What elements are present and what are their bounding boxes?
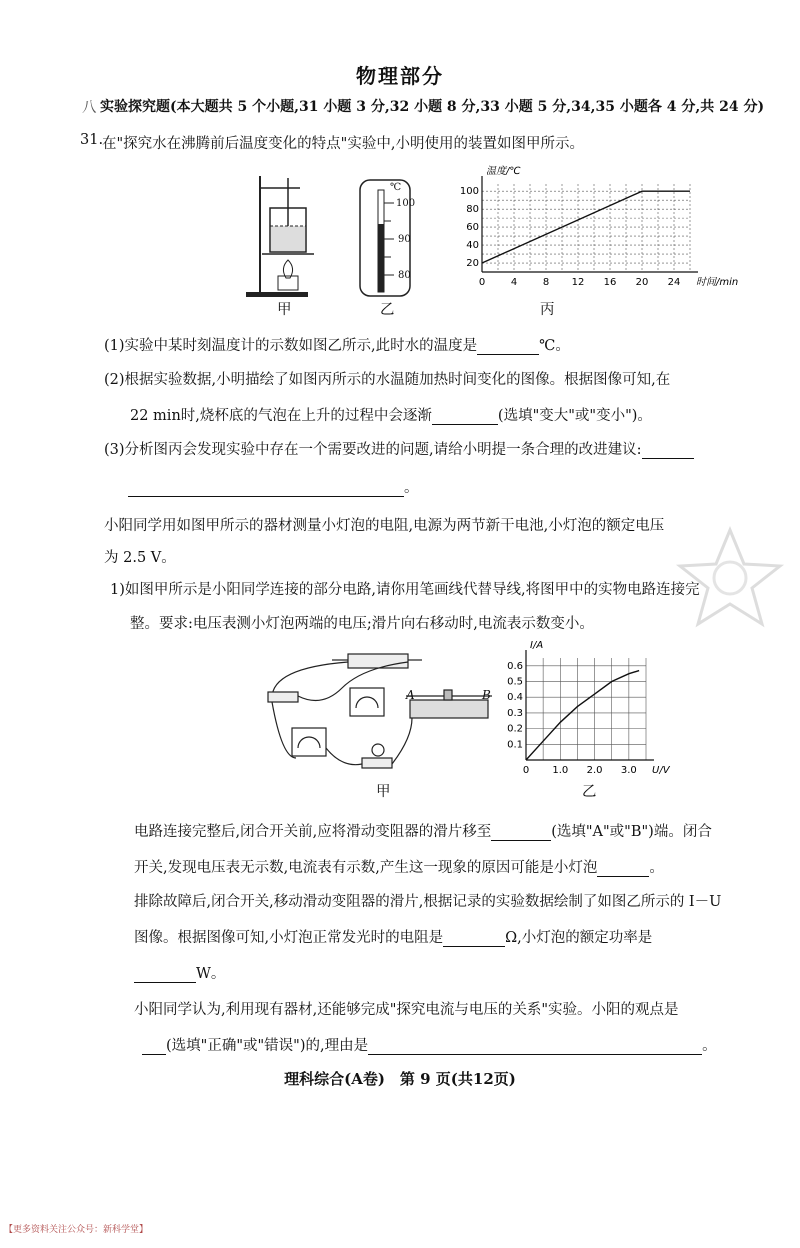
answer-blank[interactable] [443,932,505,947]
answer-blank[interactable] [477,340,539,355]
answer-blank[interactable] [142,1040,166,1055]
q32-p1-line2: 整。要求:电压表测小灯泡两端的电压;滑片向右移动时,电流表示数变小。 [130,616,594,632]
q31-p2-line1: (2)根据实验数据,小明描绘了如图丙所示的水温随加热时间变化的图像。根据图像可知,在 [104,372,671,388]
x-tick-label: 4 [510,277,518,288]
y-axis-label: I/A [530,640,544,651]
q32-p3-text-2: Ω,小灯泡的额定功率是 [505,930,653,946]
fig-jia-label-1: 甲 [277,302,292,318]
y-tick-label: 20 [466,258,479,270]
y-tick-label: 0.2 [507,723,523,735]
x-axis-label: U/V [652,765,670,776]
y-tick-label: 0.1 [507,739,523,751]
corner-note: 【更多资料关注公众号：新科学堂】 [4,1225,149,1235]
q32-p4-line1: 小阳同学认为,利用现有器材,还能够完成"探究电流与电压的关系"实验。小阳的观点是 [134,1002,679,1018]
q32-p1-line1: 1)如图甲所示是小阳同学连接的部分电路,请你用笔画线代替导线,将图甲中的实物电路连接完 [110,582,700,598]
q32-p2-line2 [134,856,664,877]
q32-p2-line2-text: 开关,发现电压表无示数,电流表有示数,产生这一现象的原因可能是小灯泡 [134,860,598,876]
y-tick-label: 100 [459,186,479,198]
y-tick-label: 0.3 [507,707,523,719]
q32-p3-text: 图像。根据图像可知,小灯泡正常发光时的电阻是 [134,930,444,946]
fig-yi-label-1: 乙 [380,302,395,318]
answer-blank[interactable] [134,968,196,983]
rheostat-label-b: B [482,688,491,702]
answer-blank[interactable] [597,862,649,877]
y-tick-label: 80 [466,204,479,216]
x-tick-label: 12 [571,277,585,288]
x-tick-label: 16 [603,277,617,288]
q31-number: 31. [80,132,104,148]
answer-blank[interactable] [642,444,694,459]
section-marker: 八 [82,100,97,116]
answer-blank[interactable] [128,482,404,497]
y-tick-label: 0.4 [507,692,523,704]
answer-blank[interactable] [368,1040,702,1055]
q31-p2-text: 22 min时,烧杯底的气泡在上升的过程中会逐渐 [130,408,432,424]
page-footer: 理科综合(A卷) 第 9 页(共12页) [284,1070,516,1088]
thermometer-tick-80: 80 [398,270,411,281]
x-tick-label: 3.0 [620,765,637,776]
x-tick-label: 24 [667,277,681,288]
boiling-apparatus-figure [240,168,320,316]
rheostat-label-a: A [406,688,415,702]
x-tick-label: 2.0 [586,765,603,776]
current-voltage-chart [496,640,676,780]
q32-p4-line2 [142,1034,717,1055]
temperature-time-chart [440,160,739,300]
x-tick-label: 1.0 [552,765,569,776]
q31-p1-unit: ℃。 [539,338,570,354]
y-axis-label: 温度/℃ [486,166,521,177]
q32-intro-line2: 为 2.5 V。 [104,550,176,566]
q32-p2-line1 [134,820,712,841]
q31-p3-text: (3)分析图丙会发现实验中存在一个需要改进的问题,请给小明提一条合理的改进建议: [104,442,642,458]
watermark-stamp [670,520,800,640]
x-tick-label: 0 [522,765,530,776]
q32-p4-text: (选填"正确"或"错误")的,理由是 [166,1038,369,1054]
answer-blank[interactable] [491,826,551,841]
q32-p2-options: (选填"A"或"B")端。闭合 [551,824,712,840]
y-tick-label: 0.6 [507,660,523,672]
q31-p2-line2 [130,404,652,425]
x-tick-label: 0 [478,277,486,288]
q31-p1 [104,334,570,355]
q31-p3-line1 [104,438,694,459]
q31-p3-line2 [128,476,419,497]
y-tick-label: 0.5 [507,676,523,688]
q32-p2-end: 。 [649,860,664,876]
fig-jia-label-2: 甲 [376,784,391,800]
section-heading: 实验探究题(本大题共 5 个小题,31 小题 3 分,32 小题 8 分,33 小题 5 分,34,35 小题各 4 分,共 24 分) [100,99,765,115]
q31-p2-options: (选填"变大"或"变小")。 [497,408,652,424]
answer-blank[interactable] [432,410,498,425]
q31-stem: 在"探究水在沸腾前后温度变化的特点"实验中,小明使用的装置如图甲所示。 [102,136,584,152]
x-tick-label: 8 [542,277,550,288]
fig-bing-label: 丙 [540,302,555,318]
q31-p3-end: 。 [404,480,419,496]
x-tick-label: 20 [635,277,649,288]
fig-yi-label-2: 乙 [582,784,597,800]
thermometer-tick-100: 100 [396,198,416,209]
q32-p2-text: 电路连接完整后,闭合开关前,应将滑动变阻器的滑片移至 [134,824,492,840]
y-tick-label: 60 [466,222,479,234]
page-title: 物理部分 [356,64,444,88]
thermometer-unit: ℃ [390,182,402,193]
q31-p1-text: (1)实验中某时刻温度计的示数如图乙所示,此时水的温度是 [104,338,478,354]
x-axis-label: 时间/min [696,277,739,288]
q32-p3-line2 [134,926,652,947]
q32-p3-line1: 排除故障后,闭合开关,移动滑动变阻器的滑片,根据记录的实验数据绘制了如图乙所示的 I－U [134,894,722,910]
circuit-figure [262,648,502,788]
q32-p3-line3 [134,962,225,983]
thermometer-tick-90: 90 [398,234,411,245]
q32-p3-unit: W。 [196,966,226,982]
y-tick-label: 40 [466,240,479,252]
q32-intro-line1: 小阳同学用如图甲所示的器材测量小灯泡的电阻,电源为两节新干电池,小灯泡的额定电压 [104,518,665,534]
q32-p4-end: 。 [702,1038,717,1054]
